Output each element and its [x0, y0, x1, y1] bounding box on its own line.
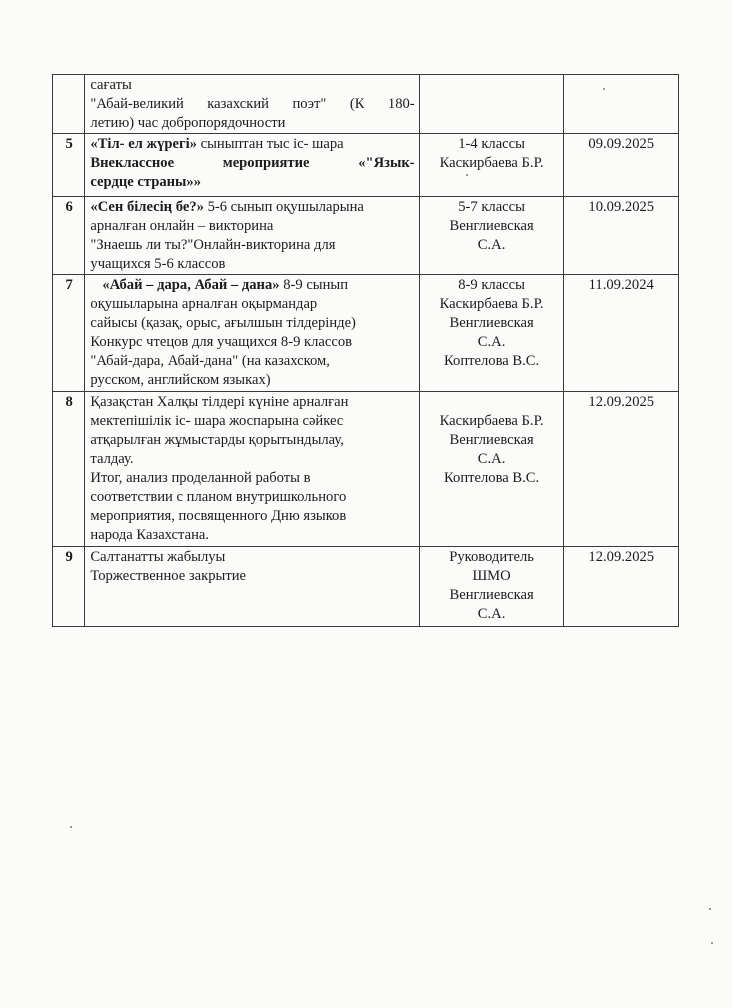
resp-line: ШМО	[472, 568, 511, 584]
date-cell: 11.09.2024	[563, 275, 679, 392]
event-cell	[85, 275, 419, 392]
event-cell	[85, 75, 419, 134]
responsible-cell	[419, 275, 563, 392]
event-line: мероприятия, посвященного Дню языков	[90, 508, 347, 524]
event-line: Қазақстан Халқы тілдері күніне арналған	[90, 394, 349, 410]
resp-line: Каскирбаева Б.Р.	[439, 155, 544, 171]
event-line: атқарылған жұмыстарды қорытындылау,	[90, 432, 344, 448]
row-number: 7	[53, 275, 85, 392]
event-line: летию) час добропорядочности	[90, 115, 286, 131]
scan-speck	[466, 174, 468, 176]
date-cell: 12.09.2025	[563, 392, 679, 547]
event-line: соответствии с планом внутришкольного	[90, 489, 347, 505]
resp-line: 8-9 классы	[458, 277, 525, 293]
event-line	[90, 198, 414, 217]
row-number: 6	[53, 197, 85, 275]
event-line: оқушыларына арналған оқырмандар	[90, 296, 318, 312]
date-cell: 10.09.2025	[563, 197, 679, 275]
resp-line: С.А.	[477, 606, 506, 622]
row-number: 5	[53, 134, 85, 197]
resp-line: С.А.	[477, 451, 506, 467]
event-plan-table	[52, 74, 679, 627]
event-line: "Абай-дара, Абай-дана" (на казахском,	[90, 353, 330, 369]
event-line: учащихся 5-6 классов	[90, 256, 226, 272]
responsible-cell	[419, 75, 563, 134]
event-cell	[85, 392, 419, 547]
event-line: "Знаешь ли ты?"Онлайн-викторина для	[90, 237, 336, 253]
responsible-cell	[419, 392, 563, 547]
row-number	[53, 75, 85, 134]
scan-speck	[70, 826, 72, 828]
event-desc-kz: 5-6 сынып оқушыларына	[203, 199, 364, 215]
resp-line: С.А.	[477, 237, 506, 253]
date-cell	[563, 75, 679, 134]
event-title-kz: «Абай – дара, Абай – дана»	[102, 277, 280, 293]
resp-line: Коптелова В.С.	[444, 470, 540, 486]
date-cell: 09.09.2025	[563, 134, 679, 197]
event-line: сайысы (қазақ, орыс, ағылшын тілдерінде)	[90, 315, 356, 331]
table-row	[53, 275, 679, 392]
event-line: сағаты	[90, 77, 132, 93]
event-line: русском, английском языках)	[90, 372, 271, 388]
event-line: "Абай-великий казахский поэт" (К 180-	[90, 96, 415, 112]
event-line: мектепішілік іс- шара жоспарына сәйкес	[90, 413, 344, 429]
resp-line: Венглиевская	[449, 432, 534, 448]
table-row	[53, 75, 679, 134]
event-line: Салтанатты жабылуы	[90, 549, 226, 565]
scan-speck	[711, 942, 713, 944]
scan-speck	[709, 908, 711, 910]
resp-line: С.А.	[477, 334, 506, 350]
event-cell	[85, 547, 419, 627]
event-line: народа Казахстана.	[90, 527, 210, 543]
event-line: Итог, анализ проделанной работы в	[90, 470, 311, 486]
row-number: 9	[53, 547, 85, 627]
table-row	[53, 134, 679, 197]
resp-line: Руководитель	[449, 549, 534, 565]
event-line: Торжественное закрытие	[90, 568, 247, 584]
date-cell: 12.09.2025	[563, 547, 679, 627]
responsible-cell	[419, 134, 563, 197]
responsible-cell	[419, 547, 563, 627]
event-line: талдау.	[90, 451, 134, 467]
resp-line: Каскирбаева Б.Р.	[439, 413, 544, 429]
row-number: 8	[53, 392, 85, 547]
resp-line: Каскирбаева Б.Р.	[439, 296, 544, 312]
table-row	[53, 547, 679, 627]
table-row	[53, 197, 679, 275]
event-line: арналған онлайн – викторина	[90, 218, 274, 234]
event-title-ru: Внеклассное мероприятие «"Язык-	[90, 155, 415, 171]
resp-line	[425, 393, 559, 412]
event-desc-kz: сыныптан тыс іс- шара	[196, 136, 344, 152]
responsible-cell	[419, 197, 563, 275]
resp-line: Венглиевская	[449, 315, 534, 331]
event-line	[90, 135, 414, 154]
event-cell	[85, 197, 419, 275]
resp-line: 5-7 классы	[458, 199, 525, 215]
resp-line: Венглиевская	[449, 218, 534, 234]
resp-line: Коптелова В.С.	[444, 353, 540, 369]
event-title-ru-cont: сердце страны»»	[90, 174, 202, 190]
event-title-kz: «Сен білесің бе?»	[90, 199, 204, 215]
event-title-kz: «Тіл- ел жүрегі»	[90, 136, 197, 152]
resp-line: Венглиевская	[449, 587, 534, 603]
event-desc-kz: 8-9 сынып	[279, 277, 349, 293]
event-cell	[85, 134, 419, 197]
resp-line: 1-4 классы	[458, 136, 525, 152]
event-line: Конкурс чтецов для учащихся 8-9 классов	[90, 334, 353, 350]
scan-speck	[603, 88, 605, 90]
table-row	[53, 392, 679, 547]
event-line	[90, 276, 414, 295]
